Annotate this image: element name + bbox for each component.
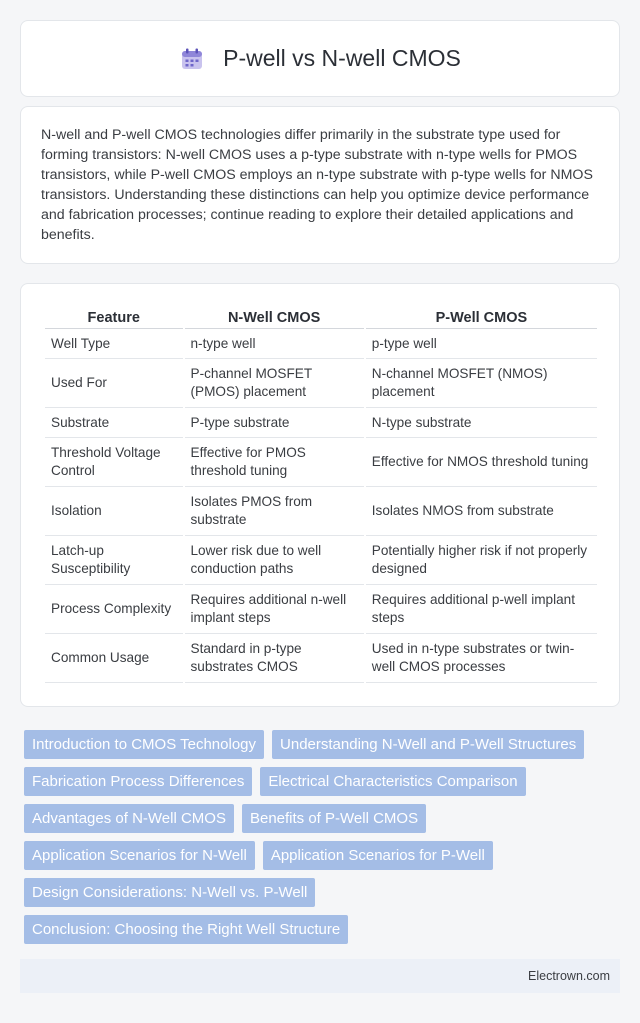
table-cell: Effective for NMOS threshold tuning: [366, 438, 597, 487]
table-row: [45, 585, 597, 634]
calendar-icon: [179, 46, 205, 72]
title-card: [20, 20, 620, 97]
table-cell: p-type well: [366, 329, 597, 359]
header-n-well: N-Well CMOS: [185, 300, 364, 329]
table-cell: P-channel MOSFET (PMOS) placement: [185, 359, 364, 408]
table-row: [45, 438, 597, 487]
table-cell: Used in n-type substrates or twin-well CMOS processes: [366, 634, 597, 683]
page-title: P-well vs N-well CMOS: [223, 45, 461, 71]
tag-electrical-comparison[interactable]: Electrical Characteristics Comparison: [260, 767, 525, 796]
table-cell: Isolates PMOS from substrate: [185, 487, 364, 536]
tag-applications-p-well[interactable]: Application Scenarios for P-Well: [263, 841, 493, 870]
table-row: [45, 487, 597, 536]
table-cell: Well Type: [45, 329, 183, 359]
table-header-row: [45, 300, 597, 329]
table-cell: Potentially higher risk if not properly designed: [366, 536, 597, 585]
table-cell: Requires additional n-well implant steps: [185, 585, 364, 634]
table-cell: Effective for PMOS threshold tuning: [185, 438, 364, 487]
tag-benefits-p-well[interactable]: Benefits of P-Well CMOS: [242, 804, 426, 833]
tag-introduction-to-cmos[interactable]: Introduction to CMOS Technology: [24, 730, 264, 759]
comparison-table-card: [20, 283, 620, 707]
table-cell: Used For: [45, 359, 183, 408]
intro-paragraph: N-well and P-well CMOS technologies differ primarily in the substrate type used for forming transistors: N-well CMOS uses a p-type substrate with n-type wells for PMOS transistors, while P-well CMOS employs an n-type substrate with p-type wells for NMOS transistors. Understanding these distinctions can help you optimize device performance and fabrication processes; continue reading to explore their detailed applications and benefits.: [41, 127, 593, 243]
table-cell: Process Complexity: [45, 585, 183, 634]
tag-row: [24, 730, 620, 759]
table-row: [45, 634, 597, 683]
tag-row: [24, 915, 620, 944]
table-row: [45, 359, 597, 408]
table-cell: Common Usage: [45, 634, 183, 683]
table-cell: Standard in p-type substrates CMOS: [185, 634, 364, 683]
table-cell: N-type substrate: [366, 408, 597, 438]
header-feature: Feature: [45, 300, 183, 329]
footer: [20, 959, 620, 993]
table-cell: Lower risk due to well conduction paths: [185, 536, 364, 585]
tag-applications-n-well[interactable]: Application Scenarios for N-Well: [24, 841, 255, 870]
tag-row: [24, 878, 620, 907]
table-row: [45, 329, 597, 359]
comparison-table: [43, 300, 599, 683]
table-cell: N-channel MOSFET (NMOS) placement: [366, 359, 597, 408]
table-cell: n-type well: [185, 329, 364, 359]
footer-site-name: Electrown.com: [528, 969, 610, 983]
tag-row: [24, 767, 620, 796]
tag-row: [24, 804, 620, 833]
tag-row: [24, 841, 620, 870]
table-cell: Threshold Voltage Control: [45, 438, 183, 487]
table-cell: Isolation: [45, 487, 183, 536]
tag-conclusion[interactable]: Conclusion: Choosing the Right Well Structure: [24, 915, 348, 944]
tag-advantages-n-well[interactable]: Advantages of N-Well CMOS: [24, 804, 234, 833]
tag-understanding-wells[interactable]: Understanding N-Well and P-Well Structures: [272, 730, 584, 759]
table-row: [45, 408, 597, 438]
table-cell: Requires additional p-well implant steps: [366, 585, 597, 634]
tag-fabrication-differences[interactable]: Fabrication Process Differences: [24, 767, 252, 796]
header-p-well: P-Well CMOS: [366, 300, 597, 329]
table-row: [45, 536, 597, 585]
tag-design-considerations[interactable]: Design Considerations: N-Well vs. P-Well: [24, 878, 315, 907]
table-cell: Isolates NMOS from substrate: [366, 487, 597, 536]
intro-card: [20, 106, 620, 264]
table-cell: P-type substrate: [185, 408, 364, 438]
table-cell: Latch-up Susceptibility: [45, 536, 183, 585]
related-topics: [24, 730, 620, 952]
table-cell: Substrate: [45, 408, 183, 438]
